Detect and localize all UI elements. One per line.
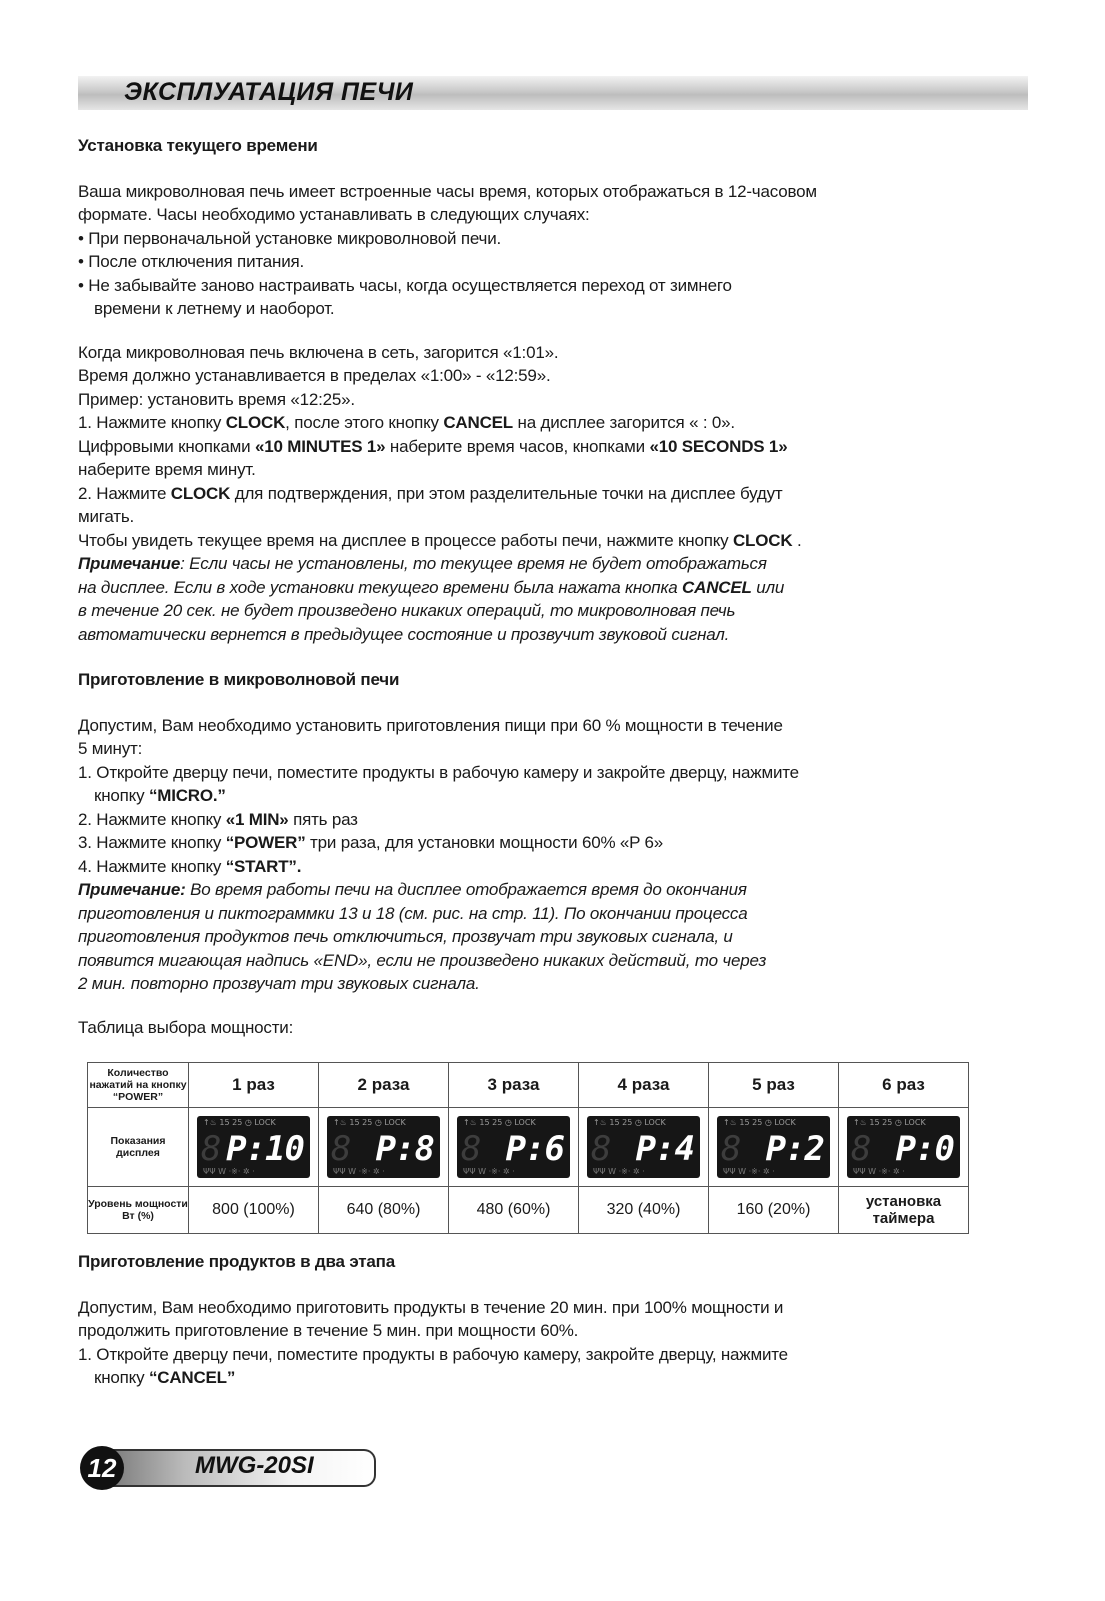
document-body	[78, 134, 1018, 1039]
display-readout: P:4	[635, 1129, 694, 1169]
note: Примечание: Если часы не установлены, то текущее время не будет отображаться	[78, 554, 767, 573]
display-indicator-icons: ↑♨ 15 25 ◷ LOCK	[203, 1118, 276, 1127]
table-cell-presses: 2 раза	[319, 1063, 449, 1108]
step-3: 3. Нажмите кнопку “POWER” три раза, для установки мощности 60% «P 6»	[78, 833, 664, 852]
display-indicator-icons: ↑♨ 15 25 ◷ LOCK	[463, 1118, 536, 1127]
row-header-presses: Количество нажатий на кнопку “POWER”	[88, 1063, 189, 1108]
table-cell-display	[319, 1108, 449, 1187]
section-heading-clock: Установка текущего времени	[78, 136, 318, 155]
table-cell-display	[449, 1108, 579, 1187]
display-mode-icons: ΨΨ W ·※· ✲ ·	[333, 1167, 385, 1176]
paragraph: Допустим, Вам необходимо установить приготовления пищи при 60 % мощности в течение	[78, 715, 783, 735]
table-cell-level: 640 (80%)	[319, 1187, 449, 1234]
table-cell-presses: 5 раз	[709, 1063, 839, 1108]
table-cell-presses: 6 раз	[839, 1063, 969, 1108]
lcd-display	[197, 1116, 310, 1178]
display-readout: P:8	[375, 1129, 434, 1169]
table-cell-level: установка таймера	[839, 1187, 969, 1234]
display-readout: P:6	[505, 1129, 564, 1169]
lcd-display	[717, 1116, 830, 1178]
list-item: • При первоначальной установке микроволновой печи.	[78, 228, 502, 248]
table-cell-display	[839, 1108, 969, 1187]
step-1: 1. Нажмите кнопку CLOCK, после этого кнопку CANCEL на дисплее загорится « : 0».	[78, 413, 735, 432]
display-mode-icons: ΨΨ W ·※· ✲ ·	[723, 1167, 775, 1176]
table-cell-display	[709, 1108, 839, 1187]
step-1-cont: кнопку “MICRO.”	[94, 786, 226, 805]
step-1: 1. Откройте дверцу печи, поместите продукты в рабочую камеру, закройте дверцу, нажмите	[78, 1344, 788, 1364]
page-title: ЭКСПЛУАТАЦИЯ ПЕЧИ	[124, 78, 414, 106]
display-indicator-icons: ↑♨ 15 25 ◷ LOCK	[723, 1118, 796, 1127]
table-cell-level: 480 (60%)	[449, 1187, 579, 1234]
display-ghost-digits: 8	[721, 1129, 740, 1169]
power-table	[87, 1062, 969, 1234]
paragraph: 5 минут:	[78, 739, 143, 758]
list-item-cont: времени к летнему и наоборот.	[94, 299, 335, 318]
paragraph: Ваша микроволновая печь имеет встроенные часы время, которых отображаться в 12-часовом	[78, 181, 817, 201]
table-cell-level: 320 (40%)	[579, 1187, 709, 1234]
display-readout: P:2	[765, 1129, 824, 1169]
note-line: приготовления и пиктограммки 13 и 18 (см. рис. на стр. 11). По окончании процесса	[78, 903, 748, 923]
display-mode-icons: ΨΨ W ·※· ✲ ·	[593, 1167, 645, 1176]
lcd-display	[457, 1116, 570, 1178]
table-cell-presses: 4 раза	[579, 1063, 709, 1108]
table-cell-level: 160 (20%)	[709, 1187, 839, 1234]
table-cell-presses: 3 раза	[449, 1063, 579, 1108]
section-heading-micro: Приготовление в микроволновой печи	[78, 670, 400, 689]
step-2: 2. Нажмите кнопку «1 MIN» пять раз	[78, 809, 358, 829]
paragraph: продолжить приготовление в течение 5 мин. при мощности 60%.	[78, 1321, 579, 1340]
table-row	[88, 1063, 969, 1108]
paragraph: Допустим, Вам необходимо приготовить продукты в течение 20 мин. при 100% мощности и	[78, 1297, 784, 1317]
note-line: автоматически вернется в предыдущее состояние и прозвучит звуковой сигнал.	[78, 624, 730, 644]
row-header-level: Уровень мощности Вт (%)	[88, 1187, 189, 1234]
display-indicator-icons: ↑♨ 15 25 ◷ LOCK	[853, 1118, 926, 1127]
display-mode-icons: ΨΨ W ·※· ✲ ·	[463, 1167, 515, 1176]
section-two-stage	[78, 1250, 1018, 1390]
row-header-display: Показания дисплея	[88, 1108, 189, 1187]
table-cell-display	[189, 1108, 319, 1187]
table-caption: Таблица выбора мощности:	[78, 1017, 294, 1037]
display-ghost-digits: 8	[851, 1129, 870, 1169]
table-row	[88, 1187, 969, 1234]
paragraph: Когда микроволновая печь включена в сеть, загорится «1:01».	[78, 342, 559, 362]
step-1: 1. Откройте дверцу печи, поместите продукты в рабочую камеру и закройте дверцу, нажмите	[78, 762, 799, 782]
paragraph: мигать.	[78, 507, 135, 526]
list-item: • Не забывайте заново настраивать часы, когда осуществляется переход от зимнего	[78, 275, 732, 295]
lcd-display	[327, 1116, 440, 1178]
paragraph: Время должно устанавливается в пределах «1:00» - «12:59».	[78, 366, 551, 385]
step-1-cont: кнопку “CANCEL”	[94, 1368, 236, 1387]
note-line: в течение 20 сек. не будет произведено никаких операций, то микроволновая печь	[78, 601, 736, 620]
paragraph: наберите время минут.	[78, 460, 256, 479]
display-ghost-digits: 8	[331, 1129, 350, 1169]
display-indicator-icons: ↑♨ 15 25 ◷ LOCK	[333, 1118, 406, 1127]
display-indicator-icons: ↑♨ 15 25 ◷ LOCK	[593, 1118, 666, 1127]
display-mode-icons: ΨΨ W ·※· ✲ ·	[203, 1167, 255, 1176]
display-ghost-digits: 8	[591, 1129, 610, 1169]
step-1-digits: Цифровыми кнопками «10 MINUTES 1» наберите время часов, кнопками «10 SECONDS 1»	[78, 436, 788, 456]
note-line: 2 мин. повторно прозвучат три звуковых сигнала.	[78, 974, 480, 993]
note: Примечание: Во время работы печи на дисплее отображается время до окончания	[78, 880, 747, 899]
display-readout: P:0	[895, 1129, 954, 1169]
paragraph: Чтобы увидеть текущее время на дисплее в процессе работы печи, нажмите кнопку CLOCK .	[78, 530, 802, 550]
paragraph: Пример: установить время «12:25».	[78, 389, 355, 409]
section-heading-two-stage: Приготовление продуктов в два этапа	[78, 1252, 395, 1271]
paragraph: формате. Часы необходимо устанавливать в следующих случаях:	[78, 205, 590, 224]
table-cell-presses: 1 раз	[189, 1063, 319, 1108]
model-name: MWG-20SI	[195, 1452, 314, 1479]
table-cell-level: 800 (100%)	[189, 1187, 319, 1234]
display-readout: P:10	[226, 1129, 304, 1169]
display-ghost-digits: 8	[201, 1129, 220, 1169]
lcd-display	[847, 1116, 960, 1178]
table-cell-display	[579, 1108, 709, 1187]
note-line: приготовления продуктов печь отключиться, прозвучат три звуковых сигнала, и	[78, 927, 733, 946]
table-row	[88, 1108, 969, 1187]
step-4: 4. Нажмите кнопку “START”.	[78, 856, 302, 876]
step-2: 2. Нажмите CLOCK для подтверждения, при этом разделительные точки на дисплее будут	[78, 483, 783, 503]
page-number-badge: 12	[80, 1446, 124, 1490]
note-line: на дисплее. Если в ходе установки текущего времени была нажата кнопка CANCEL или	[78, 577, 785, 597]
display-mode-icons: ΨΨ W ·※· ✲ ·	[853, 1167, 905, 1176]
list-item: • После отключения питания.	[78, 252, 305, 271]
note-line: появится мигающая надпись «END», если не произведено никаких действий, то через	[78, 950, 767, 970]
lcd-display	[587, 1116, 700, 1178]
display-ghost-digits: 8	[461, 1129, 480, 1169]
